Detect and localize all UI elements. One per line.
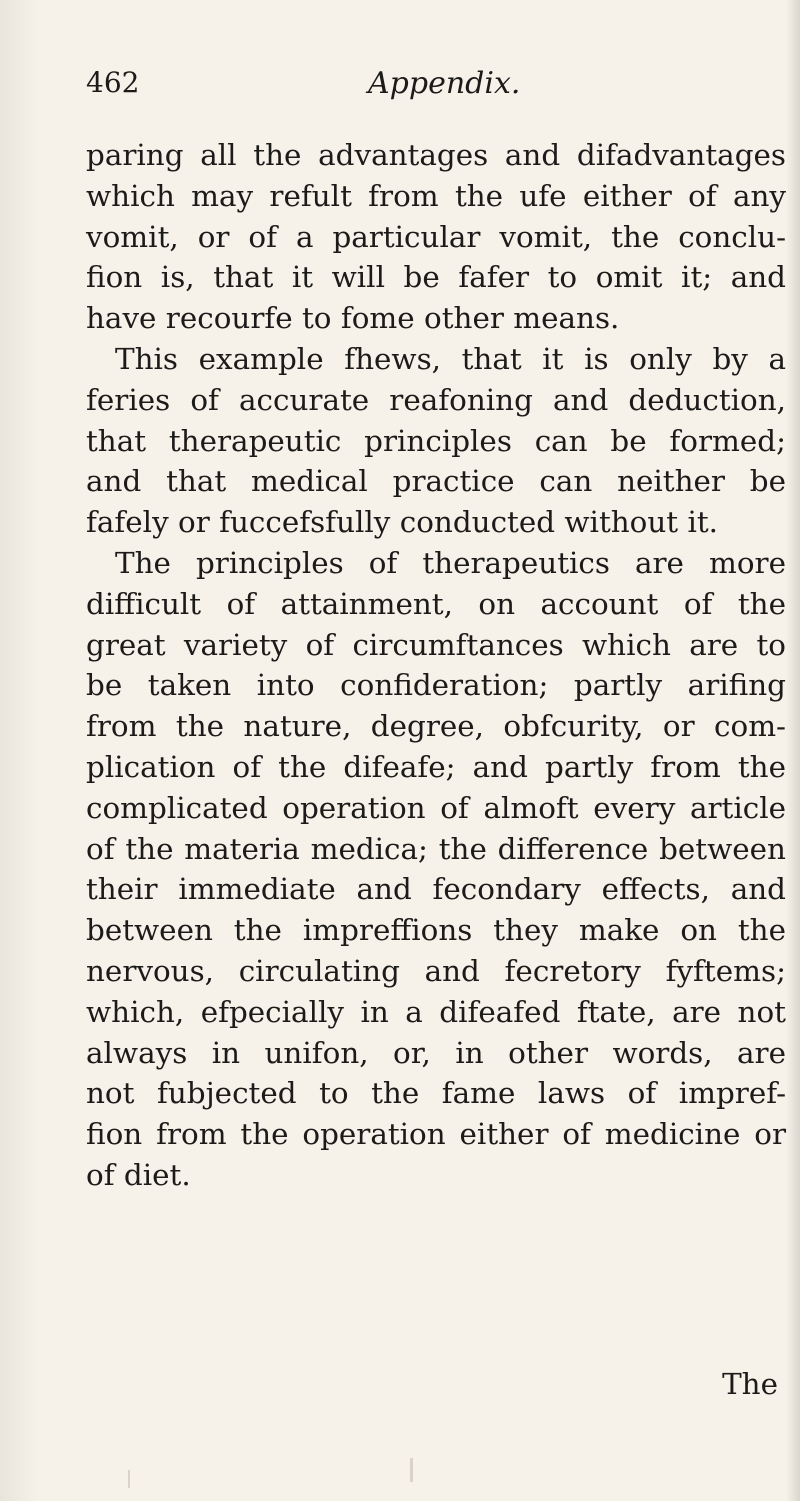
text-line: have recourfe to fome other means. xyxy=(86,301,620,336)
text-line: paring all the advantages and difadvantages xyxy=(86,138,786,172)
text-line: nervous, circulating and fecretory fyftems; xyxy=(86,953,786,988)
text-line: feries of accurate reafoning and deduction, xyxy=(86,382,786,417)
body-text xyxy=(86,135,786,1196)
text-line: difficult of attainment, on account of the xyxy=(86,586,786,621)
text-line: always in unifon, or, in other words, are xyxy=(86,1035,786,1070)
text-line: and that medical practice can neither be xyxy=(86,464,786,499)
text-line: The principles of therapeutics are more xyxy=(115,545,786,580)
text-line: great variety of circumftances which are to xyxy=(86,627,786,662)
page-header xyxy=(86,66,780,106)
text-line: fion is, that it will be fafer to omit it; and xyxy=(86,260,786,295)
text-line: of diet. xyxy=(86,1157,191,1192)
paper-blemish xyxy=(410,1458,413,1482)
text-line: of the materia medica; the difference between xyxy=(86,831,786,866)
text-line: This example fhews, that it is only by a xyxy=(115,341,786,376)
text-line: from the nature, degree, obfcurity, or com- xyxy=(86,709,786,744)
catchword: The xyxy=(722,1367,778,1401)
page-number: 462 xyxy=(86,66,140,99)
text-line: fafely or fuccefsfully conducted without it. xyxy=(86,505,719,540)
text-line: fion from the operation either of medicine or xyxy=(86,1117,786,1152)
text-line: vomit, or of a particular vomit, the conclu- xyxy=(86,219,786,254)
text-line: complicated operation of almoft every article xyxy=(86,790,786,825)
text-line: between the impreffions they make on the xyxy=(86,913,786,948)
text-line: which, efpecially in a difeafed ftate, are not xyxy=(86,994,786,1029)
running-head: Appendix. xyxy=(368,66,521,101)
text-line: which may refult from the ufe either of any xyxy=(86,178,786,213)
text-line: that therapeutic principles can be formed; xyxy=(86,423,786,458)
text-line: be taken into confideration; partly arifing xyxy=(86,668,786,703)
text-line: not fubjected to the fame laws of impref- xyxy=(86,1076,786,1111)
text-line: plication of the difeafe; and partly from the xyxy=(86,749,786,784)
paper-blemish xyxy=(128,1470,130,1488)
text-line: their immediate and fecondary effects, and xyxy=(86,872,786,907)
